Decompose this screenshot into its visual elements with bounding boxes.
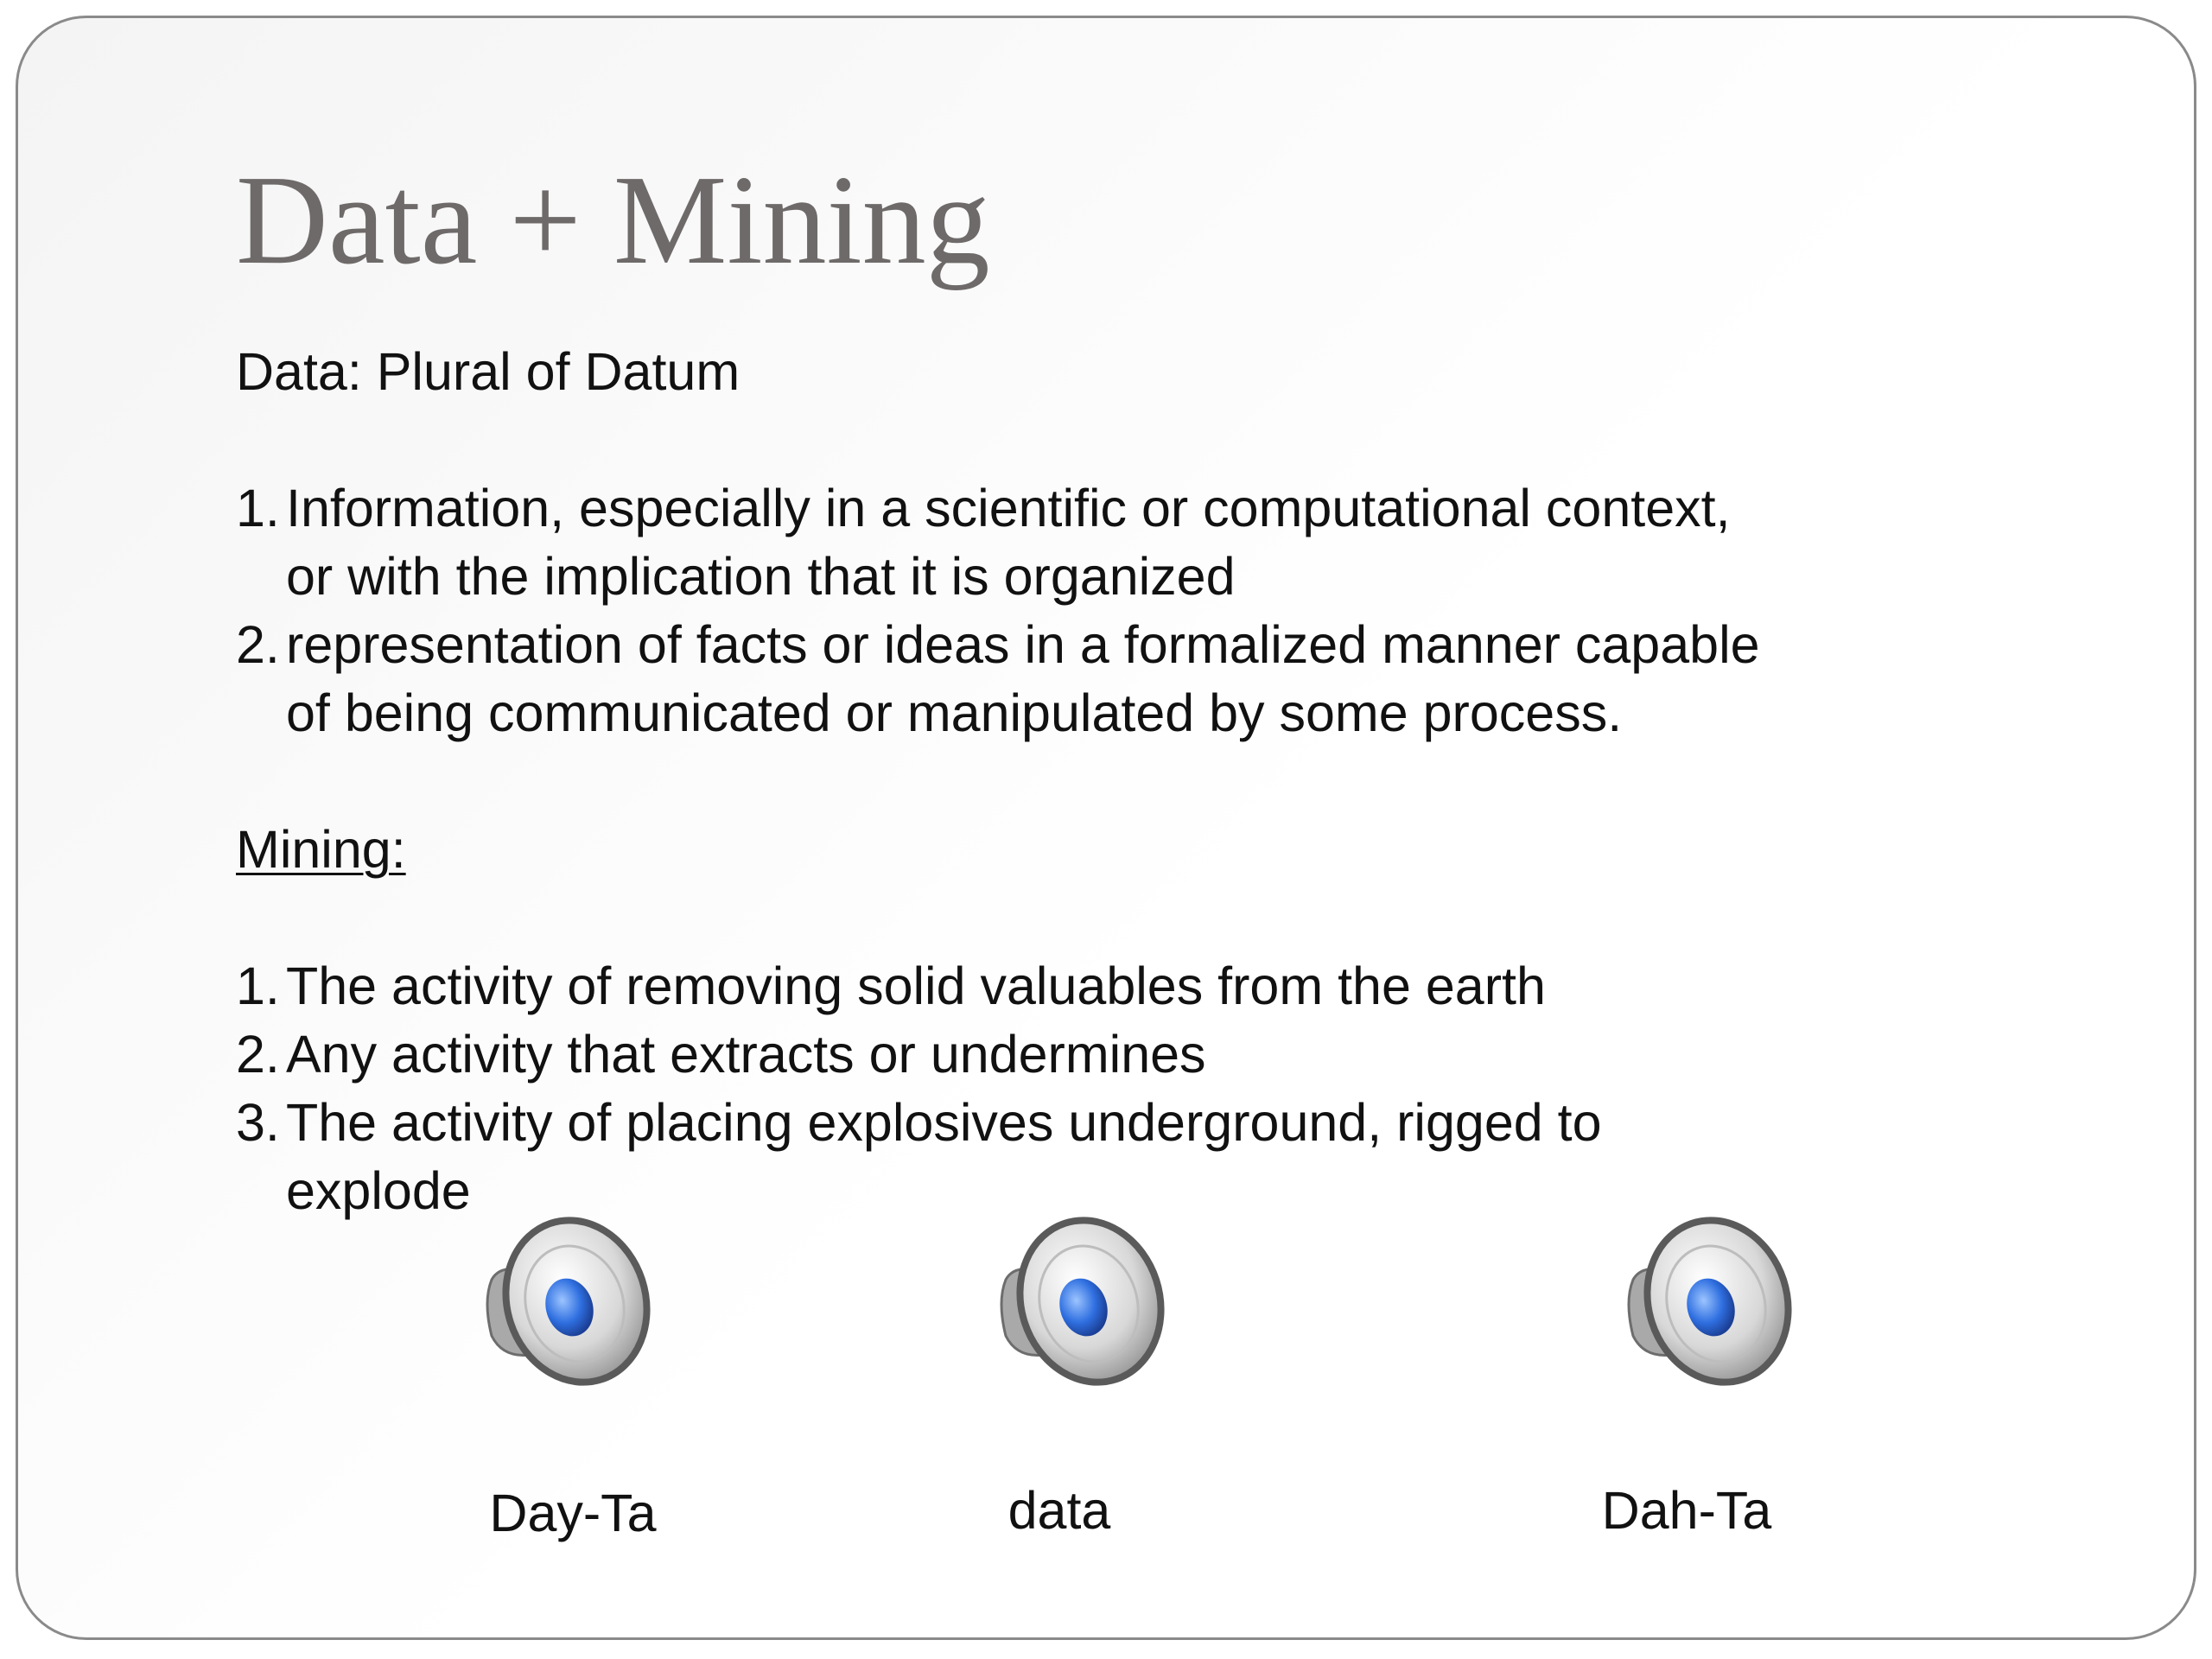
item-number: 3. — [236, 1093, 280, 1152]
item-text: Any activity that extracts or undermines — [286, 1025, 1206, 1084]
item-text: of being communicated or manipulated by some process. — [286, 683, 1623, 742]
audio-label-data: data — [1007, 1481, 1111, 1540]
audio-label-day-ta: Day-Ta — [489, 1484, 657, 1542]
mining-item — [236, 1020, 1964, 1089]
mining-item — [236, 952, 1964, 1020]
audio-button-dah-ta[interactable] — [1616, 1211, 1797, 1392]
data-item — [236, 611, 1964, 747]
item-number: 1. — [236, 479, 280, 537]
item-text: representation of facts or ideas in a formalized manner capable — [286, 615, 1760, 674]
slide-body — [236, 338, 1964, 1225]
data-item — [236, 474, 1964, 611]
item-number: 1. — [236, 957, 280, 1015]
slide — [16, 16, 2196, 1640]
item-number: 2. — [236, 615, 280, 674]
audio-button-data[interactable] — [988, 1211, 1170, 1392]
speaker-icon — [474, 1211, 656, 1392]
audio-label-dah-ta: Dah-Ta — [1601, 1481, 1772, 1540]
item-text: Information, especially in a scientific or computational context, — [286, 479, 1731, 537]
speaker-icon — [988, 1211, 1170, 1392]
audio-button-day-ta[interactable] — [474, 1211, 656, 1392]
mining-heading: Mining: — [236, 820, 406, 879]
item-text: or with the implication that it is organized — [286, 547, 1236, 606]
item-text: The activity of placing explosives underground, rigged to — [286, 1093, 1602, 1152]
slide-title: Data + Mining — [236, 149, 990, 291]
data-heading: Data: Plural of Datum — [236, 342, 741, 401]
speaker-icon — [1616, 1211, 1797, 1392]
item-text: The activity of removing solid valuables from the earth — [286, 957, 1546, 1015]
item-number: 2. — [236, 1025, 280, 1084]
mining-item — [236, 1089, 1964, 1225]
item-text: explode — [286, 1161, 471, 1220]
